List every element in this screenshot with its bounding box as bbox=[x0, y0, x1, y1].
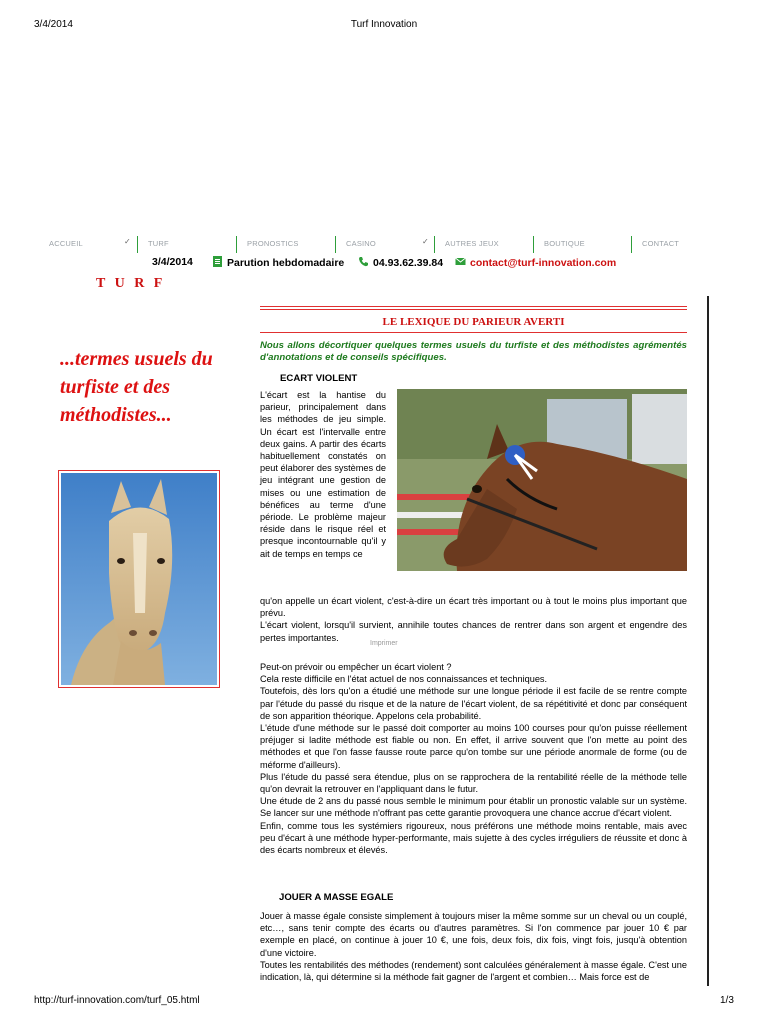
nav-separator bbox=[137, 236, 138, 253]
parution-label: Parution hebdomadaire bbox=[227, 257, 345, 269]
text-p3: L'étude d'une méthode sur le passé doit comporter au moins 100 courses pour qu'on puisse réellement préjuger si ladite méthode est fiable ou non. En effet, il arrive souvent que l'on mette au point des méthodes et que l'on fasse fausse route parce qu'on tombe sur une période anormale de forme (ou de méforme d'ailleurs). bbox=[260, 723, 687, 770]
heading-ecart-violent: ECART VIOLENT bbox=[280, 373, 358, 384]
email-link[interactable]: contact@turf-innovation.com bbox=[470, 257, 617, 269]
main-nav bbox=[40, 236, 700, 254]
nav-item-boutique[interactable]: BOUTIQUE bbox=[544, 239, 585, 248]
nav-item-accueil[interactable]: ACCUEIL bbox=[49, 239, 83, 248]
article-title: LE LEXIQUE DU PARIEUR AVERTI bbox=[382, 316, 565, 328]
print-title: Turf Innovation bbox=[350, 19, 418, 30]
text-question: Peut-on prévoir ou empêcher un écart violent ? bbox=[260, 662, 452, 672]
info-parution bbox=[212, 256, 344, 269]
info-date: 3/4/2014 bbox=[152, 256, 193, 268]
nav-item-contact[interactable]: CONTACT bbox=[642, 239, 680, 248]
nav-item-pronostics[interactable]: PRONOSTICS bbox=[247, 239, 299, 248]
nav-item-autres-jeux[interactable]: AUTRES JEUX bbox=[445, 239, 499, 248]
phone-number: 04.93.62.39.84 bbox=[373, 257, 444, 269]
nav-item-turf[interactable]: TURF bbox=[148, 239, 169, 248]
title-rule-top bbox=[260, 306, 687, 307]
horse-portrait-image bbox=[61, 473, 217, 685]
text-ecart-violent-definition: qu'on appelle un écart violent, c'est-à-dire un écart très important ou à tout le moins plus important que prévu. bbox=[260, 596, 687, 619]
chevron-down-icon[interactable]: ✓ bbox=[124, 237, 131, 246]
sidebar-subtitle: ...termes usuels du turfiste et des méthodistes... bbox=[60, 348, 213, 426]
text-masse-1: Jouer à masse égale consiste simplement à toujours miser la même somme sur un cheval ou un couplé, etc…, sans tenir compte des écarts ou d'autres paramètres. Si l'on commence par jouer 10 € par exemple en placé, on continue à jouer 10 €, une fois, deux fois, dix fois, vingt fois, jusqu'à obtention d'une victoire. bbox=[260, 911, 687, 958]
nav-separator bbox=[533, 236, 534, 253]
title-rule-top bbox=[260, 309, 687, 310]
heading-masse-egale: JOUER A MASSE EGALE bbox=[279, 892, 394, 903]
text-p4: Plus l'étude du passé sera étendue, plus on se rapprochera de la rentabilité réelle de la méthode telle qu'on devrait la retrouver en l'appliquant dans le futur. bbox=[260, 771, 687, 795]
text-p5: Une étude de 2 ans du passé nous semble le minimum pour établir un pronostic valable sur un système. Se lancer sur une méthode n'offrant pas cette garantie provoquera une chance accrue d'écart violent. bbox=[260, 796, 687, 819]
horse-portrait-frame bbox=[58, 470, 220, 688]
paragraph-prevention bbox=[260, 661, 687, 856]
print-button[interactable]: Imprimer bbox=[370, 640, 398, 647]
column-divider bbox=[707, 296, 709, 986]
text-ecart-violent-consequence: L'écart violent, lorsqu'il survient, annihile toutes chances de rentrer dans son argent et engendre des pertes importantes. bbox=[260, 620, 687, 643]
show-jumping-horse-image bbox=[397, 389, 687, 571]
text-p1: Cela reste difficile en l'état actuel de nos connaissances et techniques. bbox=[260, 674, 548, 685]
nav-item-casino[interactable]: CASINO bbox=[346, 239, 376, 248]
paragraph-masse-egale bbox=[260, 910, 687, 983]
section-heading-turf: T U R F bbox=[96, 276, 166, 291]
print-date: 3/4/2014 bbox=[34, 19, 73, 30]
text-p6: Enfin, comme tous les systémiers rigoureux, nous préférons une méthode moins rentable, mais avec peu d'écart à une méthode hyper-performante, mais sujette à des cycles irréguliers de réussite et donc à des écarts nombreux et élevés. bbox=[260, 820, 687, 856]
nav-separator bbox=[434, 236, 435, 253]
print-url: http://turf-innovation.com/turf_05.html bbox=[34, 995, 200, 1006]
nav-separator bbox=[631, 236, 632, 253]
nav-separator bbox=[335, 236, 336, 253]
phone-icon bbox=[358, 256, 369, 267]
text-masse-2: Toutes les rentabilités des méthodes (rendement) sont calculées généralement à masse égale. C'est une indication, là, qui détermine si la méthode fait gagner de l'argent et combien… Mais force est de bbox=[260, 959, 687, 983]
title-rule-bottom bbox=[260, 332, 687, 333]
print-page-number: 1/3 bbox=[720, 995, 734, 1006]
document-icon bbox=[212, 256, 223, 267]
article-intro: Nous allons décortiquer quelques termes usuels du turfiste et des méthodistes agrémentés d'annotations et de conseils spécifiques. bbox=[260, 340, 687, 363]
chevron-down-icon[interactable]: ✓ bbox=[422, 237, 429, 246]
text-p2: Toutefois, dès lors qu'on a étudié une méthode sur une longue période il est facile de se rentre compte par l'étude du passé du risque et de la nature de l'écart violent, de sa répétitivité et donc par conséquent de son apparition théorique. Appelons cela probabilité. bbox=[260, 686, 687, 721]
paragraph-ecart-wide bbox=[260, 595, 687, 644]
nav-separator bbox=[236, 236, 237, 253]
info-phone bbox=[358, 256, 443, 269]
info-email[interactable] bbox=[455, 256, 616, 269]
paragraph-ecart-narrow: L'écart est la hantise du parieur, principalement dans les méthodes de jeu simple. Un écart est l'intervalle entre deux gains. A partir des écarts habituellement constatés on peut élaborer des systèmes de jeu intégrant une gestion de mises ou une estimation de bénéfices au terme d'une période. Le problème majeur réside dans le risque réel et presque incontournable qu'il y ait de temps en temps ce bbox=[260, 390, 386, 559]
mail-icon bbox=[455, 256, 466, 267]
